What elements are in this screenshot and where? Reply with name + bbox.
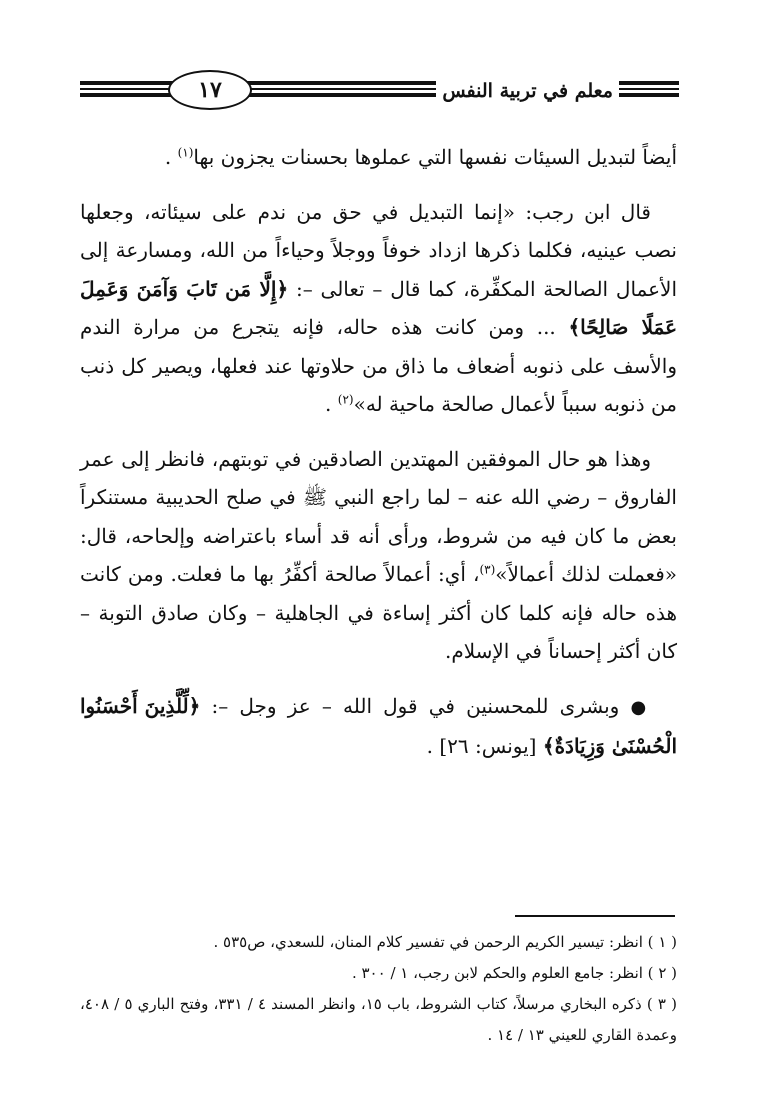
footnote-ref-3[interactable]: (٣) [479,562,496,577]
paragraph-1-end: . [164,145,178,169]
footnote-2: ( ٢ ) انظر: جامع العلوم والحكم لابن رجب، ١ / ٣٠٠ . [351,964,677,982]
paragraph-2 [80,193,677,424]
paragraph-4-text-a: وبشرى للمحسنين في قول الله – عز وجل –: [200,693,631,718]
running-title: معلم في تربية النفس [436,80,619,102]
footnote-1: ( ١ ) انظر: تيسير الكريم الرحمن في تفسير كلام المنان، للسعدي، ص٥٣٥ . [213,933,677,951]
paragraph-3-text-a: وهذا هو حال الموفقين المهتدين الصادقين في توبتهم، فانظر إلى عمر الفاروق – رضي الله عنه – لما راجع النبي ﷺ في صلح الحديبية مستنكراً بعض ما كان فيه من شروط، ورأى أنه قد أساء باعتراضه وإلحاحه، قال: «فعملت لذلك أعمالاً» [80,446,677,586]
quran-verse-2: ﴿لِّلَّذِينَ أَحْسَنُوا الْحُسْنَىٰ وَزِيَادَةٌ﴾ [80,693,677,758]
paragraph-4 [80,687,677,766]
footnote-ref-2[interactable]: (٢) [337,392,354,407]
bullet-icon: ● [630,696,651,718]
page-number: ١٧ [168,70,252,110]
paragraph-2-text-a: قال ابن رجب: «إنما التبديل في حق من ندم على سيئاته، وجعلها نصب عينيه، فكلما ذكرها ازداد خوفاً ووجلاً وحياءاً من الله، ومسارعة إلى الأعمال الصالحة المكفِّرة، كما قال – تعالى –: [80,199,677,301]
paragraph-3-text-b: ، أي: أعمالاً صالحة أكفِّرُ بها ما فعلت. ومن كانت هذه حاله فإنه كلما كان أكثر إساءة في الجاهلية – وكان صادق التوبة – كان أكثر إحساناً في الإسلام. [80,562,677,663]
paragraph-2-end: . [325,392,338,416]
paragraph-1-text: أيضاً لتبديل السيئات نفسها التي عملوها بحسنات يجزون بها [193,145,677,169]
paragraph-2-text-b: ... ومن كانت هذه حاله، فإنه يتجرع من مرارة الندم والأسف على ذنوبه أضعاف ما ذاق من حلاوتها عند فعلها، ويصير كل ذنب من ذنوبه سبباً لأعمال صالحة ماحية له» [80,315,677,416]
footnote-ref-1[interactable]: (١) [177,145,194,160]
paragraph-4-text-b: [يونس: ٢٦] . [426,734,543,758]
footnote-separator [515,915,675,917]
footnotes [80,927,677,1051]
footnote-3: ( ٣ ) ذكره البخاري مرسلاً، كتاب الشروط، باب ١٥، وانظر المسند ٤ / ٣٣١، وفتح الباري ٥ / ٤٠٨، وعمدة القاري للعيني ١٣ / ١٤ . [80,995,678,1044]
page-header [80,62,679,118]
main-text [80,138,677,782]
quran-verse-1: ﴿إِلَّا مَن تَابَ وَآمَنَ وَعَمِلَ عَمَلًا صَالِحًا﴾ [80,276,677,339]
paragraph-3 [80,440,677,671]
paragraph-1 [80,138,677,177]
